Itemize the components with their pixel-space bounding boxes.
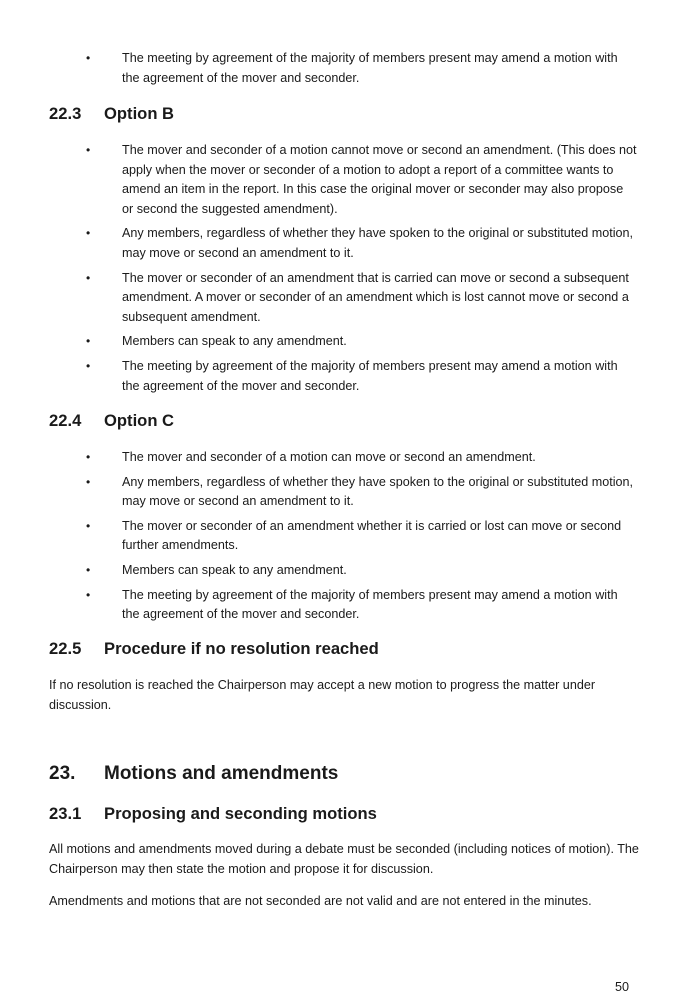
list-item: • The meeting by agreement of the majority of members present may amend a motion with the agreement of the mover and seconder. bbox=[86, 358, 618, 393]
heading-22-3 bbox=[49, 104, 174, 124]
list-item: • Any members, regardless of whether they have spoken to the original or substituted motion, may move or second an amendment to it. bbox=[86, 474, 634, 509]
heading-23-1 bbox=[49, 804, 377, 824]
section-number: 22.5 bbox=[49, 639, 82, 658]
list-item: • The mover or seconder of an amendment whether it is carried or lost can move or second further amendments. bbox=[86, 518, 622, 553]
section-number: 23.1 bbox=[49, 804, 82, 823]
bullet-icon: • bbox=[86, 450, 91, 464]
list-item: • The mover or seconder of an amendment that is carried can move or second a subsequent amendment. A mover or seconder of an amendment which is lost cannot move or second a subsequent amendment. bbox=[86, 270, 629, 324]
section-title: Option B bbox=[104, 104, 175, 123]
section-title: Proposing and seconding motions bbox=[104, 804, 377, 823]
bullet-icon: • bbox=[86, 270, 91, 285]
section-title: Motions and amendments bbox=[104, 763, 339, 784]
heading-22-5 bbox=[49, 639, 379, 659]
list-item: • The mover and seconder of a motion cannot move or second an amendment. (This does not apply when the mover or seconder of a motion to adopt a report of a committee wants to amend an item in the report. In this case the original mover or seconder may also propose or second the suggested amendment). bbox=[86, 143, 637, 216]
page-number: 50 bbox=[614, 980, 629, 994]
section-title: Option C bbox=[104, 411, 175, 430]
bullet-icon: • bbox=[86, 226, 91, 241]
bullet-icon: • bbox=[86, 51, 91, 65]
section-number: 22.3 bbox=[49, 104, 82, 123]
bullet-icon: • bbox=[86, 358, 91, 373]
section-number: 22.4 bbox=[49, 411, 82, 430]
section-number: 23. bbox=[49, 763, 76, 784]
bullet-icon: • bbox=[86, 587, 91, 602]
heading-22-4 bbox=[49, 411, 174, 431]
bullet-icon: • bbox=[86, 518, 91, 533]
bullet-icon: • bbox=[86, 562, 91, 577]
bullet-list-intro bbox=[0, 49, 677, 88]
list-item: • Members can speak to any amendment. bbox=[0, 332, 677, 352]
list-item: • Members can speak to any amendment. bbox=[0, 561, 677, 581]
bullet-list-22-3 bbox=[0, 141, 677, 396]
list-item: • The mover and seconder of a motion can move or second an amendment. bbox=[0, 448, 677, 468]
section-title: Procedure if no resolution reached bbox=[104, 639, 379, 658]
bullet-list-22-4 bbox=[0, 448, 677, 625]
list-item: • The meeting by agreement of the majority of members present may amend a motion with the agreement of the mover and seconder. bbox=[86, 587, 618, 622]
bullet-icon: • bbox=[86, 143, 91, 157]
bullet-icon: • bbox=[86, 474, 91, 489]
list-item: • Any members, regardless of whether they have spoken to the original or substituted motion, may move or second an amendment to it. bbox=[86, 226, 634, 260]
paragraph-23-1-b: Amendments and motions that are not seconded are not valid and are not entered in the minutes. bbox=[49, 894, 592, 908]
paragraph-23-1-a: All motions and amendments moved during a debate must be seconded (including notices of motion). The Chairperson may then state the motion and propose it for discussion. bbox=[49, 842, 639, 876]
bullet-icon: • bbox=[86, 334, 91, 349]
paragraph-22-5: If no resolution is reached the Chairperson may accept a new motion to progress the matter under discussion. bbox=[49, 678, 596, 712]
list-item: • The meeting by agreement of the majority of members present may amend a motion with the agreement of the mover and seconder. bbox=[86, 51, 618, 85]
heading-23 bbox=[49, 763, 338, 785]
